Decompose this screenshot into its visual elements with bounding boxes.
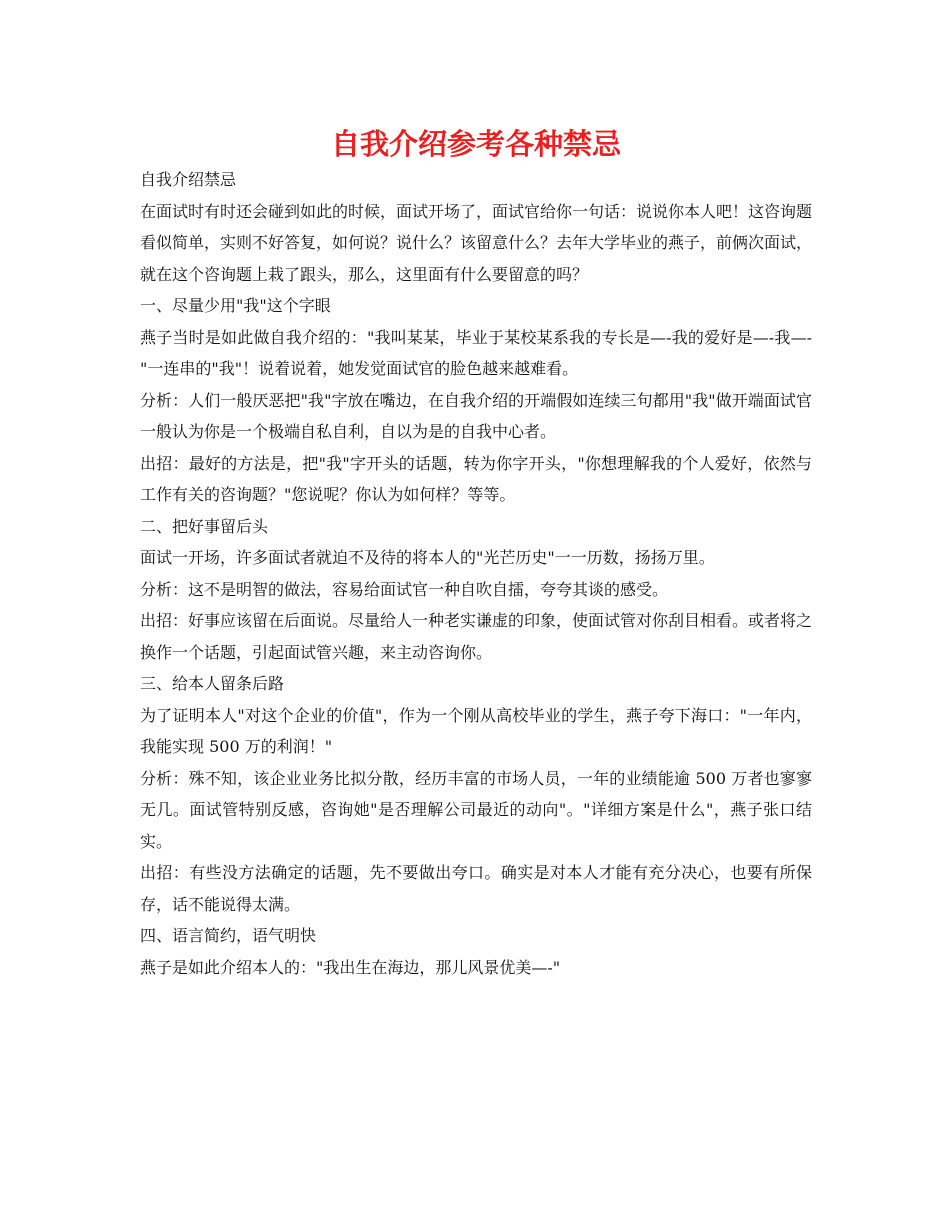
document-body	[140, 164, 812, 983]
section-label: 自我介绍禁忌	[140, 170, 237, 189]
intro-paragraph: 在面试时有时还会碰到如此的时候，面试开场了，面试官给你一句话：说说你本人吧！这咨询题看似简单，实则不好答复，如何说？说什么？该留意什么？去年大学毕业的燕子，前俩次面试，就在这个咨询题上栽了跟头，那么，这里面有什么要留意的吗？	[140, 201, 813, 284]
section-heading-4: 四、语言简约，语气明快	[140, 926, 317, 945]
tip-paragraph-1: 出招：最好的方法是，把"我"字开头的话题，转为你字开头，"你想理解我的个人爱好，依然与工作有关的咨询题？"您说呢？你认为如何样？等等。	[140, 453, 812, 504]
analysis-paragraph-1: 分析：人们一般厌恶把"我"字放在嘴边，在自我介绍的开端假如连续三句都用"我"做开端面试官一般认为你是一个极端自私自利，自以为是的自我中心者。	[140, 390, 812, 441]
section-heading-3: 三、给本人留条后路	[140, 674, 285, 693]
document-title: 自我介绍参考各种禁忌	[330, 127, 621, 161]
tip-paragraph-3: 出招：有些没方法确定的话题，先不要做出夸口。确实是对本人才能有充分决心，也要有所保存，话不能说得太满。	[140, 863, 812, 914]
example-paragraph-2: 面试一开场，许多面试者就迫不及待的将本人的"光芒历史"一一历数，扬扬万里。	[140, 548, 715, 567]
section-heading-2: 二、把好事留后头	[140, 516, 269, 536]
example-paragraph-3: 为了证明本人"对这个企业的价值"，作为一个刚从高校毕业的学生，燕子夸下海口："一年内，我能实现 500 万的利润！"	[140, 705, 812, 756]
section-heading-1: 一、尽量少用"我"这个字眼	[140, 296, 331, 315]
tip-paragraph-2: 出招：好事应该留在后面说。尽量给人一种老实谦虚的印象，使面试管对你刮目相看。或者将之换作一个话题，引起面试管兴趣，来主动咨询你。	[140, 611, 813, 662]
example-paragraph-1: 燕子当时是如此做自我介绍的："我叫某某，毕业于某校某系我的专长是—-我的爱好是—-我—-"一连串的"我"！说着说着，她发觉面试官的脸色越来越难看。	[140, 327, 812, 378]
example-paragraph-4: 燕子是如此介绍本人的："我出生在海边，那儿风景优美—-"	[140, 957, 561, 977]
analysis-paragraph-2: 分析：这不是明智的做法，容易给面试官一种自吹自擂，夸夸其谈的感受。	[140, 579, 669, 599]
analysis-paragraph-3: 分析：殊不知，该企业业务比拟分散，经历丰富的市场人员，一年的业绩能逾 500 万者也寥寥无几。面试管特别反感，咨询她"是否理解公司最近的动向"。"详细方案是什么"，燕子张口结实。	[140, 768, 812, 851]
